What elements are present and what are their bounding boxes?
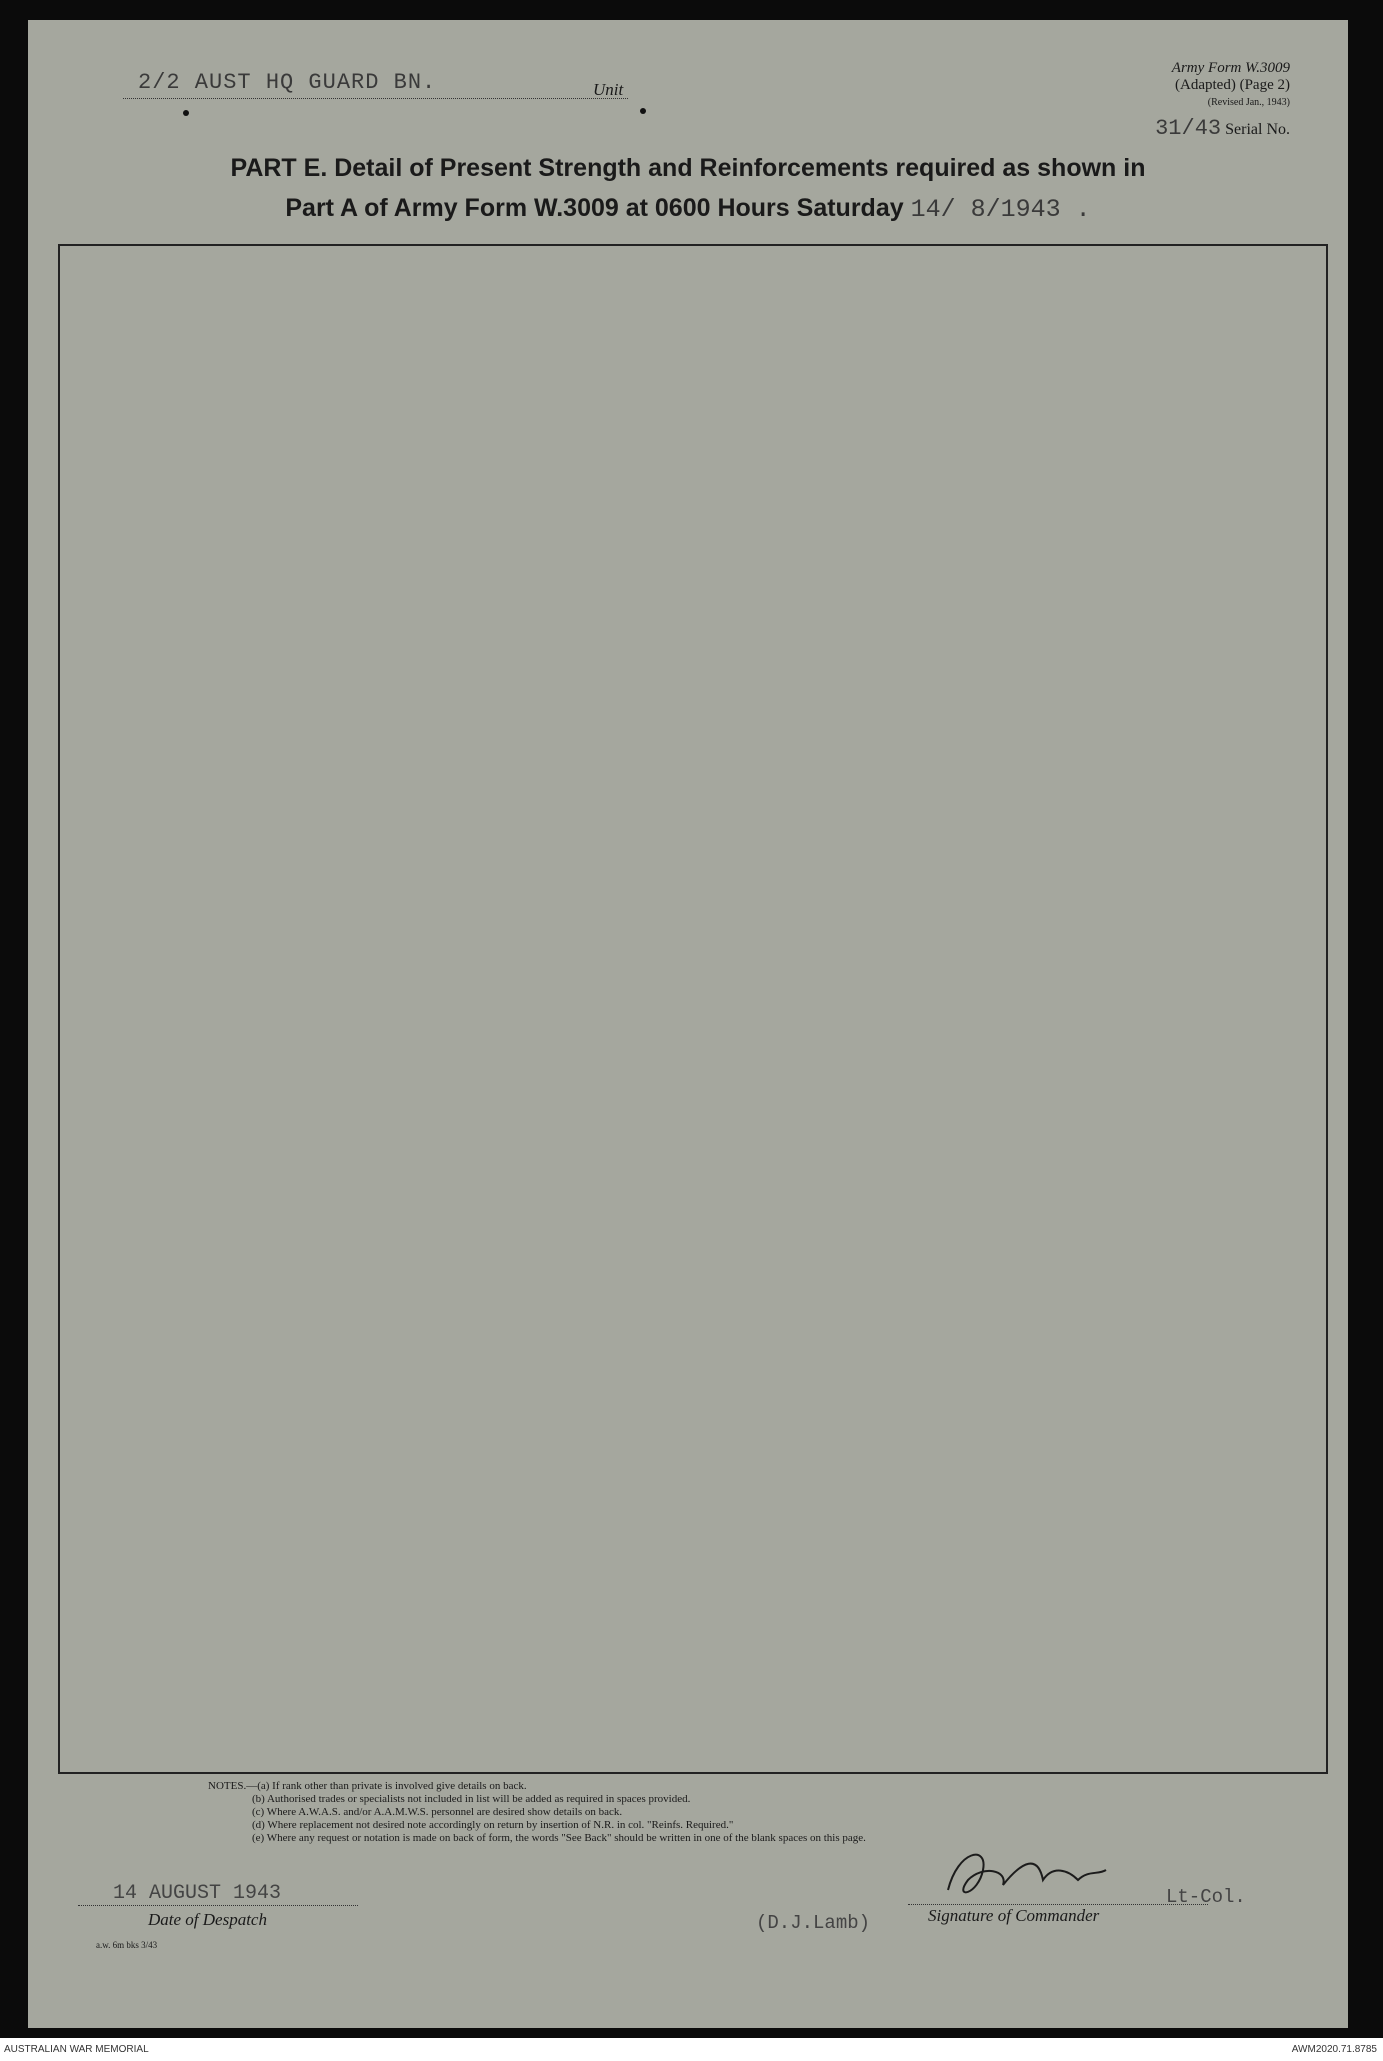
unit-rule (123, 98, 628, 99)
signature-rule (908, 1904, 1208, 1905)
note-line: NOTES.—(a) If rank other than private is involved give details on back. (208, 1780, 527, 1792)
form-sheet (28, 20, 1348, 2028)
title-line-1: PART E. Detail of Present Strength and Reinforcements required as shown in (230, 154, 1146, 182)
note-line: (e) Where any request or notation is made on back of form, the words "See Back" should be written in one of the blank spaces on this page. (252, 1832, 866, 1844)
commander-rank: Lt-Col. (1166, 1886, 1246, 1908)
despatch-label: Date of Despatch (148, 1910, 267, 1929)
archive-credit-bar (0, 2038, 1383, 2061)
despatch-rule (78, 1905, 358, 1906)
printer-mark: a.w. 6m bks 3/43 (96, 1940, 158, 1950)
punch-mark (183, 110, 189, 116)
note-line: (d) Where replacement not desired note accordingly on return by insertion of N.R. in col. "Reinfs. Required." (252, 1819, 734, 1831)
serial-label: Serial No. (1225, 121, 1290, 138)
serial-number (1155, 116, 1290, 141)
note-line: (b) Authorised trades or specialists not included in list will be added as required in spaces provided. (252, 1793, 691, 1805)
serial-value: 31/43 (1155, 116, 1222, 141)
title-date-suffix: 3 . (1045, 195, 1091, 224)
signature-label: Signature of Commander (928, 1906, 1100, 1925)
title-line-2-prefix: Part A of Army Form W.3009 at 0600 Hours Saturday (285, 194, 904, 222)
note-line: (c) Where A.W.A.S. and/or A.A.M.W.S. personnel are desired show details on back. (252, 1806, 623, 1818)
form-line-1: Army Form W.3009 (1171, 60, 1290, 76)
unit-label: Unit (593, 80, 624, 99)
punch-mark (640, 108, 646, 114)
archive-credit-right: AWM2020.71.8785 (1291, 2044, 1377, 2055)
despatch-date: 14 AUGUST 1943 (113, 1882, 282, 1905)
title-line-2 (28, 194, 1348, 224)
notes-section (208, 1780, 866, 1845)
title-date: 14/ 8/194 (910, 195, 1046, 224)
archive-credit-left: AUSTRALIAN WAR MEMORIAL (4, 2044, 149, 2055)
commander-signature (928, 1840, 1128, 1910)
unit-value: 2/2 AUST HQ GUARD BN. (138, 70, 437, 95)
form-line-3: (Revised Jan., 1943) (1207, 97, 1290, 108)
commander-name: (D.J.Lamb) (756, 1912, 871, 1934)
form-identifier (1172, 60, 1290, 111)
strength-table (58, 244, 1328, 1774)
form-line-2: (Adapted) (Page 2) (1175, 77, 1290, 93)
